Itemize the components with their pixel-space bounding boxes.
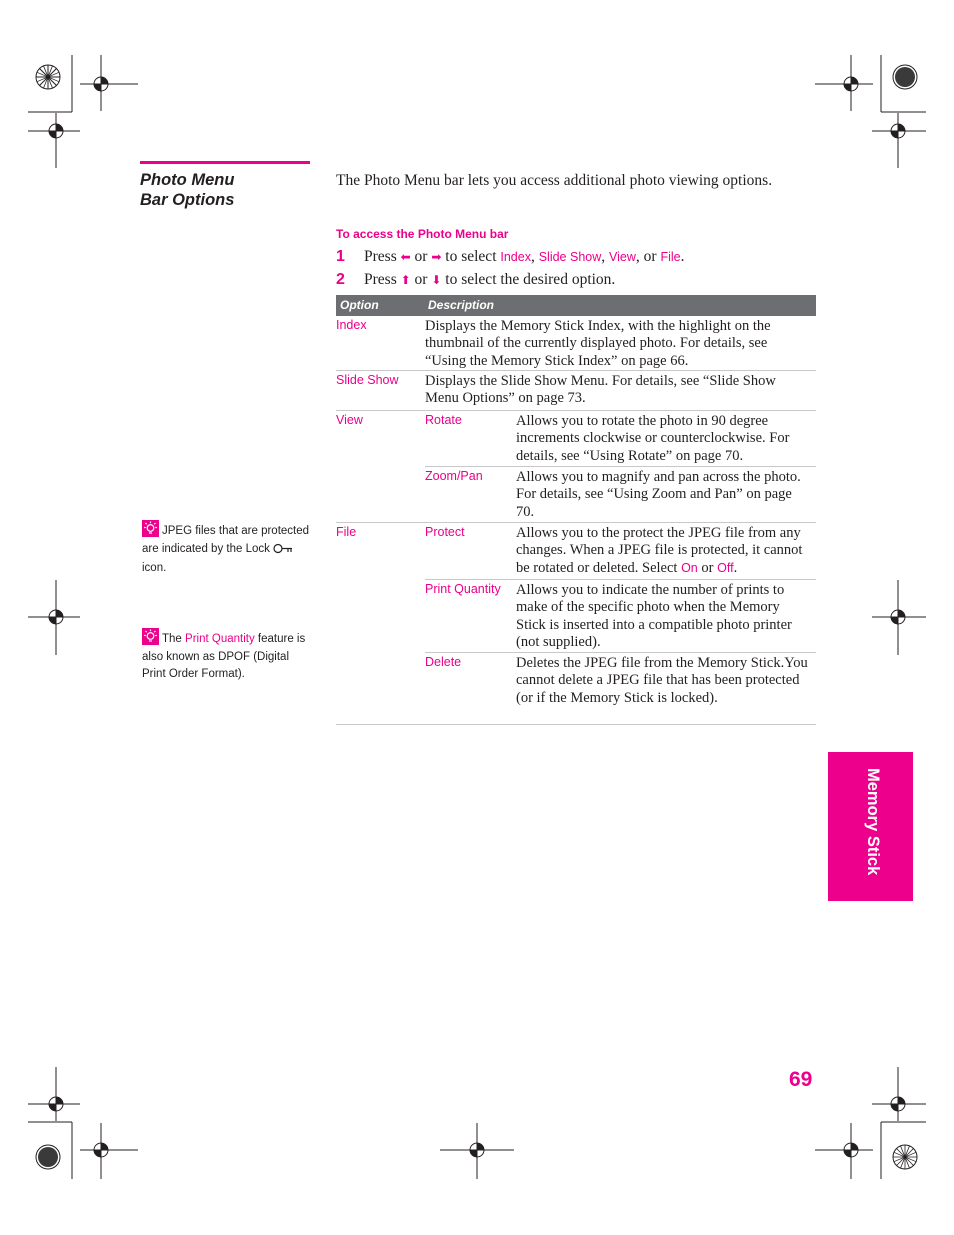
suboption-print-quantity (425, 580, 816, 653)
suboption-name: Zoom/Pan (425, 469, 483, 483)
note-text: JPEG files that are protected are indicated by the Lock (142, 525, 310, 555)
step-text: or (414, 271, 428, 288)
table-row-index (336, 316, 816, 371)
suboption-description: Allows you to rotate the photo in 90 degree increments clockwise or counterclockwise. For details, see “Using Rotate” on page 70. (516, 413, 790, 464)
suboption-name: Delete (425, 655, 462, 669)
option-file: File (660, 250, 681, 264)
page-number: 69 (789, 1068, 813, 1091)
option-slide-show: Slide Show (538, 250, 602, 264)
view-suboptions (425, 411, 816, 522)
suboption-name: Print Quantity (425, 582, 501, 596)
table-row-file (336, 523, 816, 725)
separator: , (530, 248, 535, 265)
section-title (140, 170, 320, 210)
tip-lightbulb-icon (142, 520, 159, 537)
description-text: . (733, 559, 738, 576)
suboption-delete (425, 653, 816, 725)
suboption-description (516, 525, 812, 577)
tip-note-dpof (142, 628, 314, 684)
arrow-left-icon: ⬅ (400, 250, 411, 264)
heading-rule (140, 161, 310, 164)
table-row-slide-show (336, 371, 816, 411)
arrow-up-icon: ⬆ (400, 273, 411, 287)
tip-lightbulb-icon (142, 628, 159, 645)
suboption-description: Allows you to indicate the number of prints to make of the specific photo when the Memory Stick is inserted into a compatible photo printer (not supplied). (516, 582, 792, 650)
suboption-name: Protect (425, 525, 465, 539)
row-option: File (336, 525, 357, 539)
procedure-subheading: To access the Photo Menu bar (336, 227, 509, 241)
description-text: Allows you to the protect the JPEG file from any changes. When a JPEG file is protected, it cannot be rotated or deleted. Select (516, 525, 803, 576)
step-2 (336, 270, 615, 290)
separator: , (601, 248, 606, 265)
suboption-zoom-pan (425, 467, 816, 522)
note-text: icon. (142, 562, 167, 574)
suboption-rotate (425, 411, 816, 467)
header-description: Description (428, 298, 495, 312)
separator: . (680, 248, 685, 265)
suboption-description: Allows you to magnify and pan across the photo. For details, see “Using Zoom and Pan” on page 70. (516, 469, 801, 520)
lock-icon (273, 543, 293, 561)
step-1 (336, 247, 684, 267)
step-number: 2 (336, 271, 345, 288)
section-title-line2: Bar Options (140, 191, 235, 209)
table-row-view (336, 411, 816, 523)
option-view: View (609, 250, 636, 264)
suboption-name: Rotate (425, 413, 462, 427)
step-text: Press (364, 248, 397, 265)
header-option: Option (340, 298, 379, 312)
value-on: On (681, 560, 698, 575)
step-text: Press (364, 271, 397, 288)
chapter-tab-label: Memory Stick (864, 768, 882, 876)
chapter-tab (828, 752, 913, 901)
row-description: Displays the Slide Show Menu. For details, see “Slide Show Menu Options” on page 73. (425, 373, 776, 407)
row-description: Displays the Memory Stick Index, with the highlight on the thumbnail of the currently displayed photo. For details, see “Using the Memory Stick Index” on page 66. (425, 318, 771, 369)
row-option: Slide Show (336, 373, 399, 387)
arrow-down-icon: ⬇ (431, 273, 442, 287)
step-text: or (414, 248, 428, 265)
suboption-protect (425, 523, 816, 580)
value-off: Off (717, 560, 734, 575)
row-option: Index (336, 318, 367, 332)
option-index: Index (500, 250, 531, 264)
file-suboptions (425, 523, 816, 725)
step-number: 1 (336, 248, 345, 265)
intro-paragraph: The Photo Menu bar lets you access additional photo viewing options. (336, 172, 773, 189)
section-title-line1: Photo Menu (140, 171, 235, 189)
row-option: View (336, 413, 363, 427)
separator: , or (635, 248, 657, 265)
step-text: to select (445, 248, 497, 265)
description-text: or (701, 559, 714, 576)
suboption-description: Deletes the JPEG file from the Memory Stick.You cannot delete a JPEG file that has been protected (or if the Memory Stick is locked). (516, 655, 808, 706)
options-table (336, 295, 816, 725)
note-text: The (162, 633, 182, 645)
arrow-right-icon: ➡ (431, 250, 442, 264)
note-text: feature is also known as DPOF (Digital Print Order Format). (142, 633, 306, 680)
step-text: to select the desired option. (445, 271, 616, 288)
tip-note-lock (142, 520, 314, 578)
table-header (336, 295, 816, 316)
note-highlight: Print Quantity (185, 633, 255, 645)
